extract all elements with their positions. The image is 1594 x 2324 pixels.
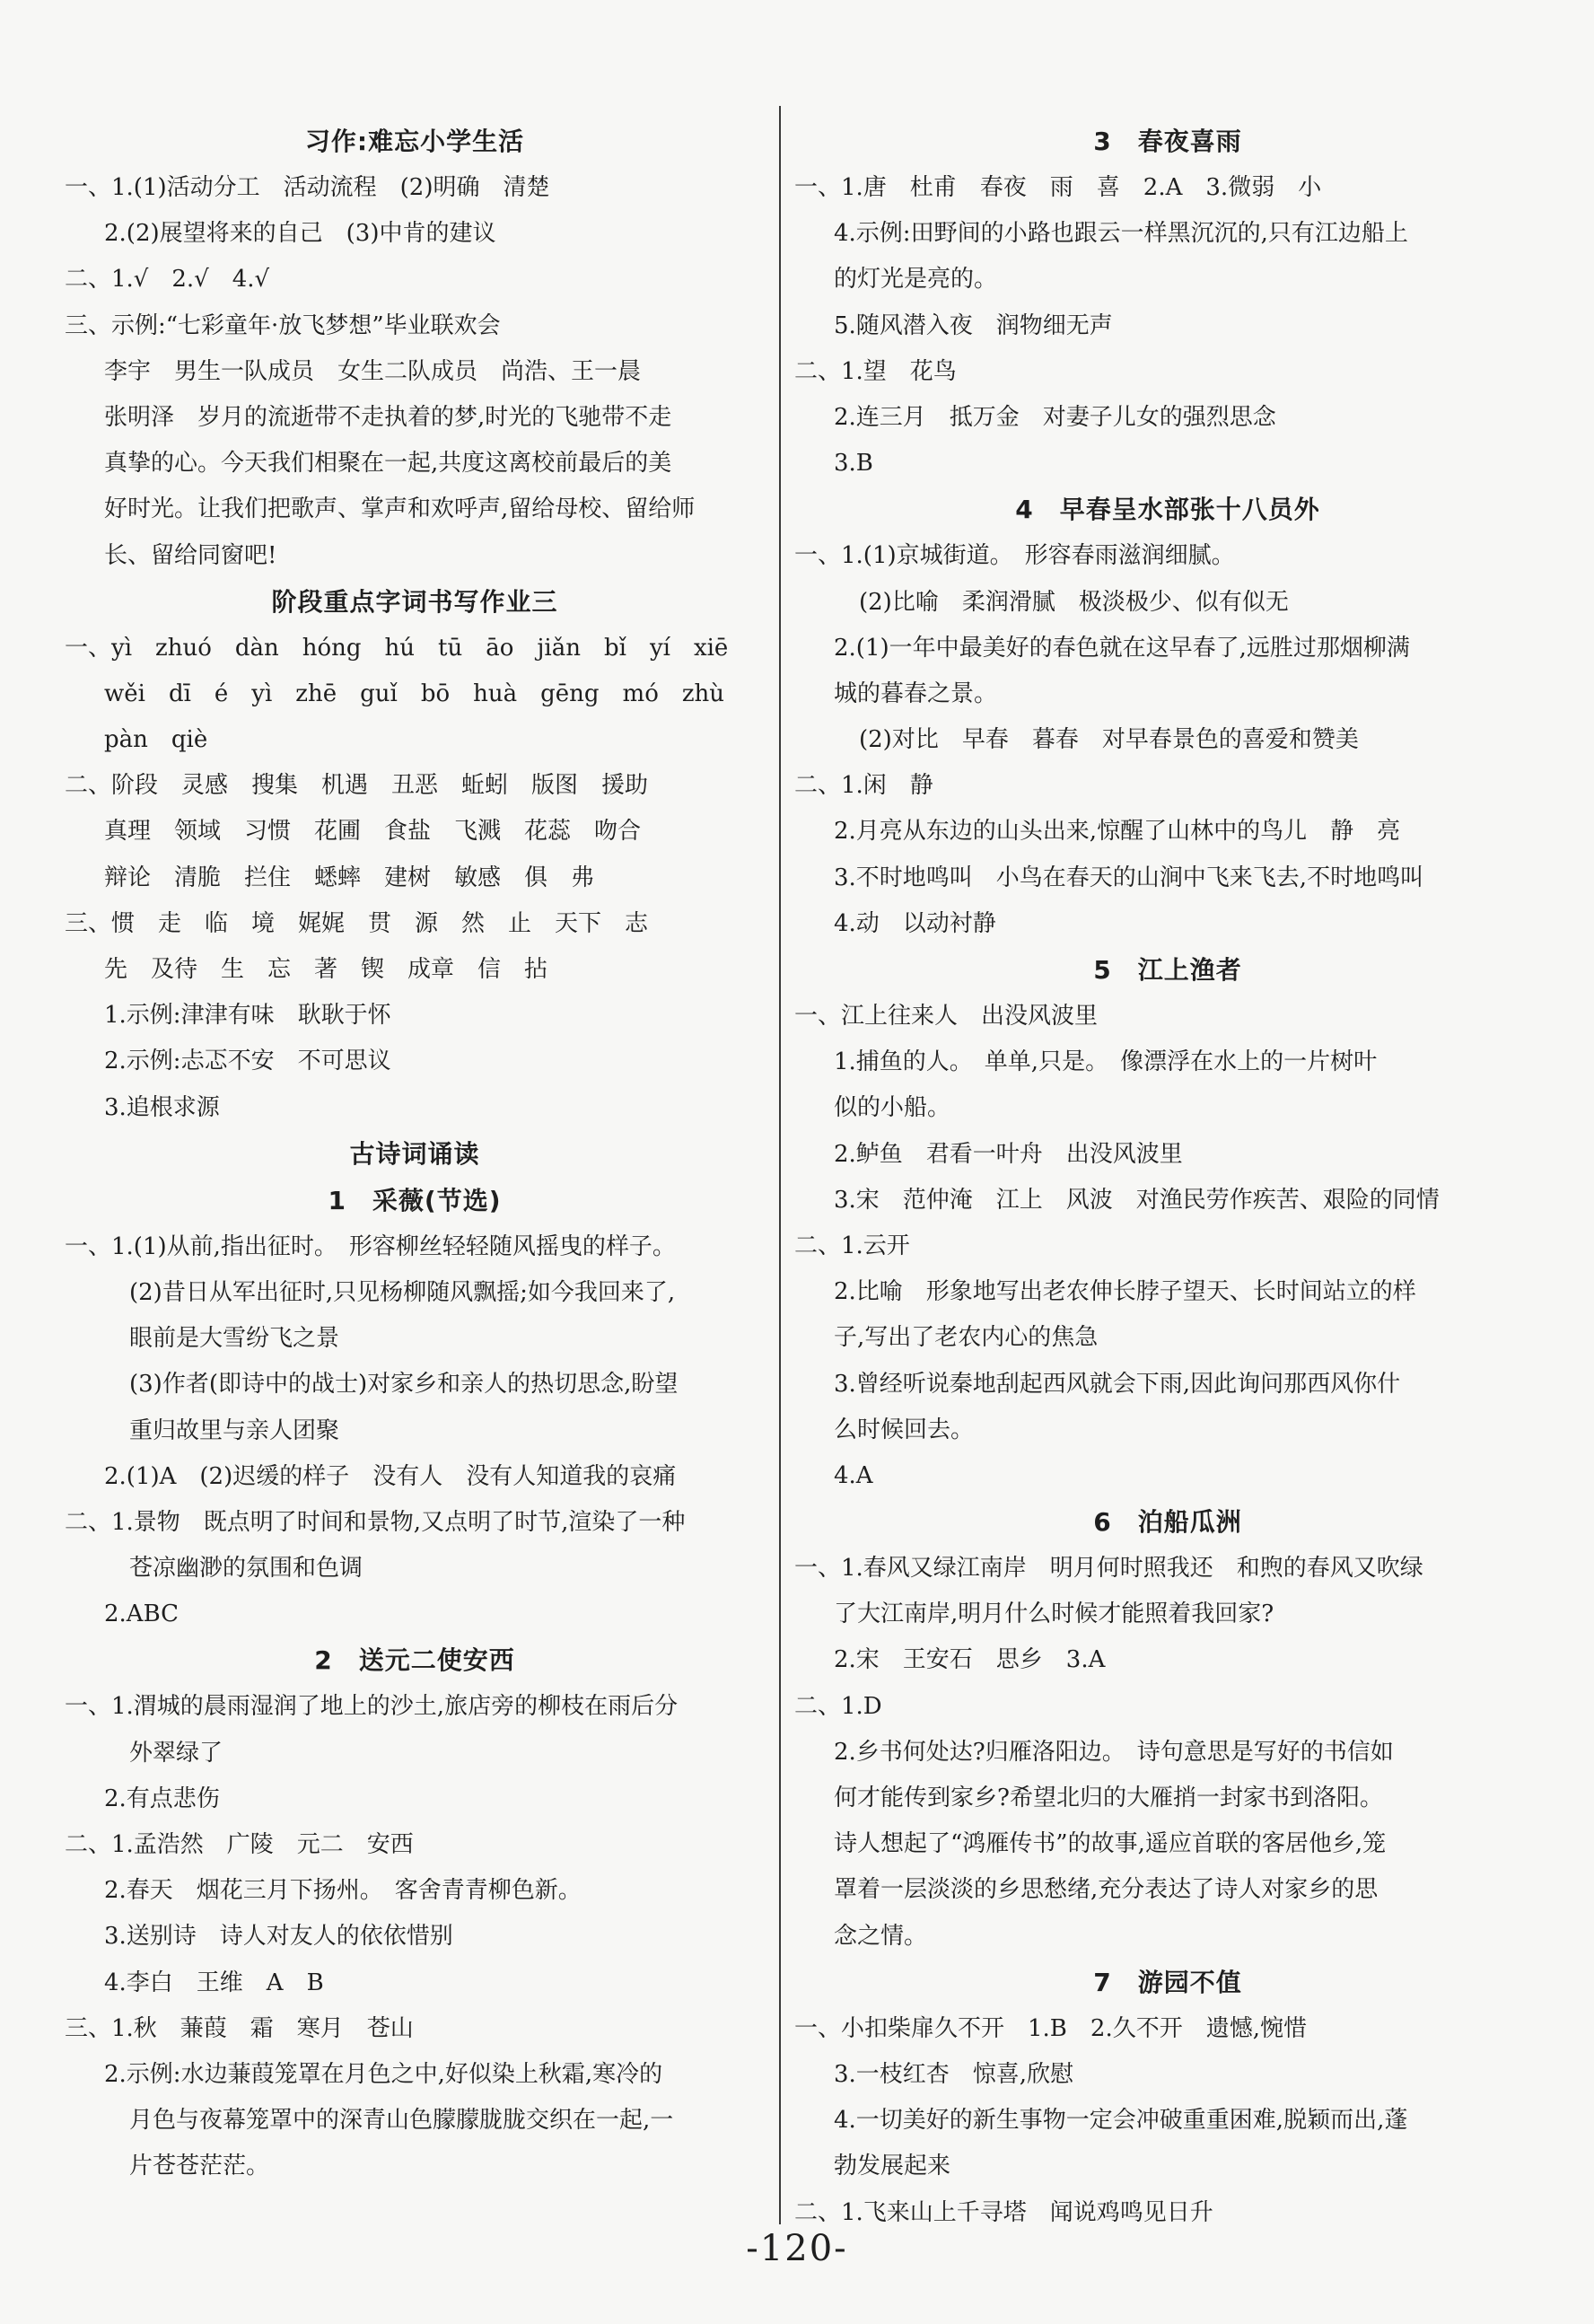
answer-line: 罩着一层淡淡的乡思愁绪,充分表达了诗人对家乡的思 bbox=[834, 1876, 1379, 1904]
answer-line: 3.宋 范仲淹 江上 风波 对渔民劳作疾苦、艰险的同情 bbox=[834, 1186, 1440, 1214]
answer-line: 一、1.渭城的晨雨湿润了地上的沙土,旅店旁的柳枝在雨后分 bbox=[65, 1693, 679, 1721]
answer-line: 2.示例:忐忑不安 不可思议 bbox=[104, 1048, 391, 1075]
answer-line: 1.捕鱼的人。 单单,只是。 像漂浮在水上的一片树叶 bbox=[834, 1048, 1378, 1076]
answer-line: 长、留给同窗吧! bbox=[104, 541, 277, 569]
answer-line: (2)比喻 柔润滑腻 极淡极少、似有似无 bbox=[859, 588, 1289, 616]
answer-line: 的灯光是亮的。 bbox=[834, 266, 998, 294]
answer-line: 4.李白 王维 A B bbox=[104, 1969, 324, 1996]
answer-line: 子,写出了老农内心的焦急 bbox=[834, 1324, 1099, 1352]
answer-line: 一、yì zhuó dàn hóng hú tū āo jiǎn bǐ yí xiē bbox=[65, 634, 729, 662]
answer-line: 4.一切美好的新生事物一定会冲破重重困难,脱颖而出,蓬 bbox=[834, 2107, 1408, 2135]
answer-line: 片苍苍茫茫。 bbox=[129, 2153, 270, 2180]
answer-line: 2.乡书何处达?归雁洛阳边。 诗句意思是写好的书信如 bbox=[834, 1738, 1394, 1766]
column-separator bbox=[779, 106, 781, 2224]
answer-line: 二、1.景物 既点明了时间和景物,又点明了时节,渲染了一种 bbox=[65, 1508, 686, 1536]
answer-line: 一、1.唐 杜甫 春夜 雨 喜 2.A 3.微弱 小 bbox=[794, 174, 1322, 201]
answer-line: 么时候回去。 bbox=[834, 1416, 975, 1443]
answer-line: 2.(1)A (2)迟缓的样子 没有人 没有人知道我的哀痛 bbox=[104, 1462, 677, 1490]
answer-line: 二、1.云开 bbox=[794, 1232, 910, 1259]
answer-line: 一、1.(1)从前,指出征时。 形容柳丝轻轻随风摇曳的样子。 bbox=[65, 1232, 676, 1260]
section-heading: 习作:难忘小学生活 bbox=[304, 127, 525, 156]
answer-line: 2.宋 王安石 思乡 3.A bbox=[834, 1646, 1106, 1674]
answer-line: pàn qiè bbox=[104, 726, 208, 754]
answer-line: (2)昔日从军出征时,只见杨柳随风飘摇;如今我回来了, bbox=[129, 1278, 676, 1306]
answer-line: 外翠绿了 bbox=[129, 1739, 223, 1767]
answer-line: 二、1.孟浩然 广陵 元二 安西 bbox=[65, 1831, 414, 1858]
answer-line: 1.示例:津津有味 耿耿于怀 bbox=[104, 1002, 391, 1030]
answer-line: 3.曾经听说秦地刮起西风就会下雨,因此询问那西风你什 bbox=[834, 1370, 1401, 1398]
answer-line: 2.鲈鱼 君看一叶舟 出没风波里 bbox=[834, 1140, 1183, 1168]
section-heading: 古诗词诵读 bbox=[349, 1138, 480, 1169]
answer-line: 三、1.秋 蒹葭 霜 寒月 苍山 bbox=[65, 2014, 414, 2042]
answer-line: 眼前是大雪纷飞之景 bbox=[129, 1325, 340, 1353]
section-heading: 2 送元二使安西 bbox=[314, 1645, 515, 1676]
answer-line: 好时光。让我们把歌声、掌声和欢呼声,留给母校、留给师 bbox=[104, 495, 696, 523]
answer-line: 真理 领域 习惯 花圃 食盐 飞溅 花蕊 吻合 bbox=[104, 818, 642, 846]
answer-line: 一、江上往来人 出没风波里 bbox=[794, 1003, 1099, 1030]
answer-line: 2.连三月 抵万金 对妻子儿女的强烈思念 bbox=[834, 403, 1276, 431]
right-column bbox=[794, 118, 1541, 2236]
answer-line: 勃发展起来 bbox=[834, 2153, 951, 2180]
answer-line: 重归故里与亲人团聚 bbox=[129, 1416, 340, 1444]
left-column bbox=[65, 118, 765, 2190]
answer-line: 月色与夜幕笼罩中的深青山色朦朦胧胧交织在一起,一 bbox=[129, 2107, 674, 2135]
answer-line: 2.示例:水边蒹葭笼罩在月色之中,好似染上秋霜,寒冷的 bbox=[104, 2060, 663, 2088]
answer-line: 2.春天 烟花三月下扬州。 客舍青青柳色新。 bbox=[104, 1877, 582, 1905]
answer-line: 二、阶段 灵感 搜集 机遇 丑恶 蚯蚓 版图 援助 bbox=[65, 772, 649, 800]
answer-line: 3.一枝红杏 惊喜,欣慰 bbox=[834, 2060, 1074, 2088]
section-heading: 3 春夜喜雨 bbox=[1093, 127, 1242, 156]
answer-line: 二、1.闲 静 bbox=[794, 772, 933, 800]
answer-line: 二、1.D bbox=[794, 1692, 882, 1720]
section-heading: 4 早春呈水部张十八员外 bbox=[1015, 495, 1320, 525]
answer-line: 3.追根求源 bbox=[104, 1093, 220, 1121]
answer-line: 2.有点悲伤 bbox=[104, 1785, 220, 1812]
answer-line: 5.随风潜入夜 润物细无声 bbox=[834, 311, 1113, 339]
answer-line: 一、1.(1)活动分工 活动流程 (2)明确 清楚 bbox=[65, 174, 550, 201]
answer-line: 一、1.(1)京城街道。 形容春雨滋润细腻。 bbox=[794, 542, 1235, 570]
answer-line: 先 及待 生 忘 著 锲 成章 信 拈 bbox=[104, 956, 548, 983]
page-number: -120- bbox=[746, 2228, 848, 2269]
answer-line: 3.B bbox=[834, 450, 873, 478]
answer-line: 2.比喻 形象地写出老农伸长脖子望天、长时间站立的样 bbox=[834, 1278, 1416, 1306]
answer-line: 真挚的心。今天我们相聚在一起,共度这离校前最后的美 bbox=[104, 450, 672, 478]
answer-line: (2)对比 早春 暮春 对早春景色的喜爱和赞美 bbox=[859, 726, 1359, 754]
section-heading: 阶段重点字词书写作业三 bbox=[271, 586, 558, 617]
answer-line: 三、惯 走 临 境 娓娓 贯 源 然 止 天下 志 bbox=[65, 909, 649, 937]
answer-line: 4.示例:田野间的小路也跟云一样黑沉沉的,只有江边船上 bbox=[834, 220, 1408, 248]
answer-line: wěi dī é yì zhē guǐ bō huà gēng mó zhù bbox=[104, 680, 725, 707]
answer-line: 三、示例:“七彩童年·放飞梦想”毕业联欢会 bbox=[65, 311, 501, 339]
section-heading: 7 游园不值 bbox=[1093, 1967, 1242, 1997]
answer-line: 3.不时地鸣叫 小鸟在春天的山涧中飞来飞去,不时地鸣叫 bbox=[834, 864, 1424, 891]
answer-line: 2.(1)一年中最美好的春色就在这早春了,远胜过那烟柳满 bbox=[834, 634, 1410, 662]
answer-line: 诗人想起了“鸿雁传书”的故事,遥应首联的客居他乡,笼 bbox=[834, 1830, 1387, 1858]
answer-line: 似的小船。 bbox=[834, 1094, 951, 1122]
answer-line: 二、1.√ 2.√ 4.√ bbox=[65, 266, 270, 294]
answer-line: 二、1.望 花鸟 bbox=[794, 357, 957, 385]
answer-line: 城的暮春之景。 bbox=[834, 680, 998, 707]
answer-line: 李宇 男生一队成员 女生二队成员 尚浩、王一晨 bbox=[104, 357, 642, 385]
section-heading: 5 江上渔者 bbox=[1093, 955, 1242, 985]
answer-line: 了大江南岸,明月什么时候才能照着我回家? bbox=[834, 1600, 1274, 1628]
answer-line: 二、1.飞来山上千寻塔 闻说鸡鸣见日升 bbox=[794, 2198, 1213, 2226]
answer-line: 辩论 清脆 拦住 蟋蟀 建树 敏感 俱 弗 bbox=[104, 864, 595, 891]
answer-line: 2.月亮从东边的山头出来,惊醒了山林中的鸟儿 静 亮 bbox=[834, 818, 1401, 846]
answer-line: (3)作者(即诗中的战士)对家乡和亲人的热切思念,盼望 bbox=[129, 1371, 679, 1399]
answer-line: 苍凉幽渺的氛围和色调 bbox=[129, 1555, 363, 1583]
answer-line: 一、1.春风又绿江南岸 明月何时照我还 和煦的春风又吹绿 bbox=[794, 1555, 1423, 1583]
answer-line: 张明泽 岁月的流逝带不走执着的梦,时光的飞驰带不走 bbox=[104, 403, 672, 431]
answer-line: 4.A bbox=[834, 1461, 873, 1489]
answer-line: 念之情。 bbox=[834, 1922, 928, 1950]
answer-line: 2.(2)展望将来的自己 (3)中肯的建议 bbox=[104, 220, 496, 248]
answer-line: 何才能传到家乡?希望北归的大雁捎一封家书到洛阳。 bbox=[834, 1785, 1383, 1811]
section-heading: 6 泊船瓜洲 bbox=[1093, 1507, 1242, 1538]
section-heading: 1 采薇(节选) bbox=[328, 1185, 502, 1215]
answer-line: 2.ABC bbox=[104, 1600, 180, 1628]
answer-line: 3.送别诗 诗人对友人的依依惜别 bbox=[104, 1923, 453, 1951]
answer-line: 一、小扣柴扉久不开 1.B 2.久不开 遗憾,惋惜 bbox=[794, 2014, 1307, 2042]
answer-line: 4.动 以动衬静 bbox=[834, 909, 996, 937]
